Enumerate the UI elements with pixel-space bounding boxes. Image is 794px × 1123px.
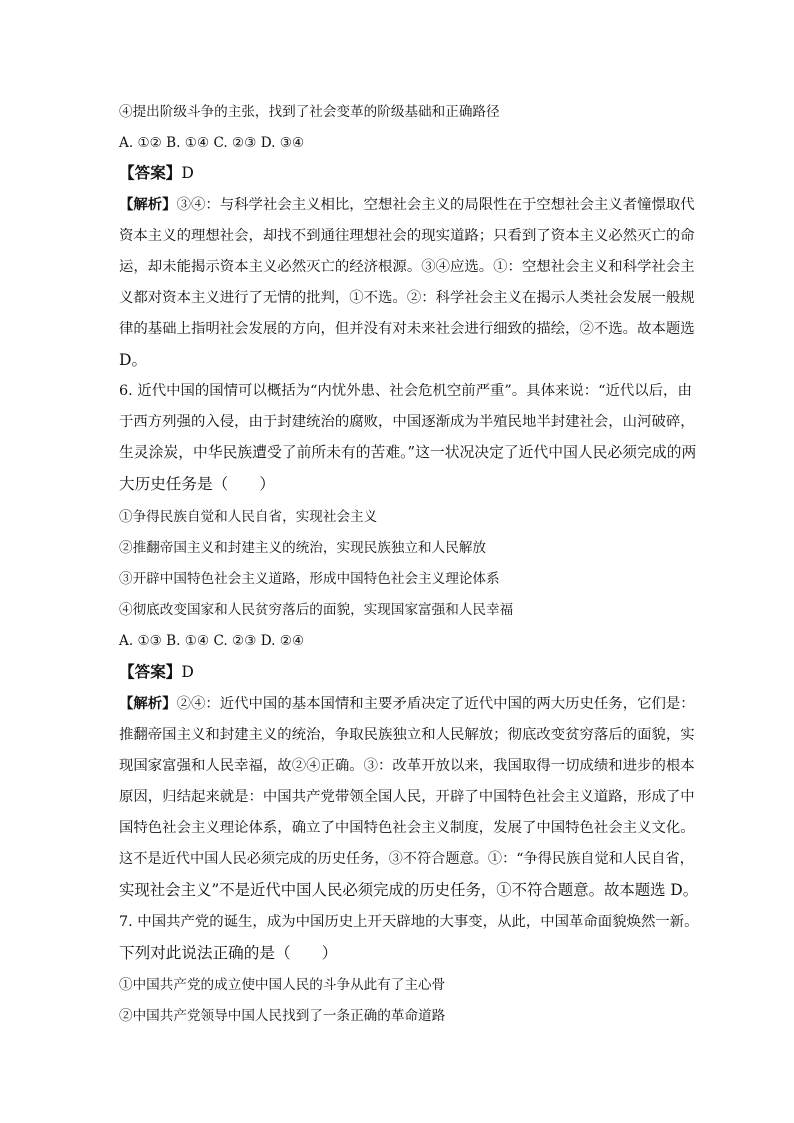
q6-stem-line-4: 大历史任务是（ ） [119,475,275,493]
q6-answer-value: D [181,663,194,681]
q6-analysis-label: 【解析】 [119,695,177,712]
q6-stem-line-1: 6. 近代中国的国情可以概括为“内忧外患、社会危机空前严重”。具体来说：“近代以后，由 [119,383,692,399]
q5-answer-label: 【答案】 [119,163,182,182]
q5-analysis-line-2: 资本主义的理想社会，却找不到通往理想社会的现实道路；只看到了资本主义必然灭亡的命 [119,228,695,244]
q7-option-1: ①中国共产党的成立使中国人民的斗争从此有了主心骨 [119,977,446,993]
q6-answer [119,662,689,682]
q6-analysis-line-1 [119,694,695,714]
q7-option-2: ②中国共产党领导中国人民找到了一条正确的革命道路 [119,1008,446,1024]
q7-stem-line-2: 下列对此说法正确的是（ ） [119,944,338,962]
q5-analysis-line-3: 运，却未能揭示资本主义必然灭亡的经济根源。③④应选。①：空想社会主义和科学社会主 [119,259,695,275]
q5-analysis-line-4: 义都对资本主义进行了无情的批判，①不选。②：科学社会主义在揭示人类社会发展一般规 [119,290,695,306]
q5-analysis-line-5: 律的基础上指明社会发展的方向，但并没有对未来社会进行细致的描绘，②不选。故本题选 [119,321,695,337]
q6-option-1: ①争得民族自觉和人民自省，实现社会主义 [119,509,378,525]
q6-analysis-line-7: 实现社会主义”不是近代中国人民必须完成的历史任务，①不符合题意。故本题选 D。 [119,881,699,899]
q6-stem-line-3: 生灵涂炭，中华民族遭受了前所未有的苦难。”这一状况决定了近代中国人民必须完成的两 [119,444,697,461]
q5-choices: A. ①② B. ①④ C. ②③ D. ③④ [119,135,305,151]
q6-option-4: ④彻底改变国家和人民贫穷落后的面貌，实现国家富强和人民幸福 [119,602,514,618]
q5-option-4: ④提出阶级斗争的主张，找到了社会变革的阶级基础和正确路径 [119,104,500,120]
q5-answer [119,163,689,183]
q6-analysis-line-4: 原因，归结起来就是：中国共产党带领全国人民，开辟了中国特色社会主义道路，形成了中 [119,789,695,805]
q6-analysis-line-3: 现国家富强和人民幸福，故②④正确。③：改革开放以来，我国取得一切成绩和进步的根本 [119,758,695,774]
q6-option-3: ③开辟中国特色社会主义道路，形成中国特色社会主义理论体系 [119,571,500,587]
q6-stem-line-2: 于西方列强的入侵，由于封建统治的腐败，中国逐渐成为半殖民地半封建社会，山河破碎， [119,414,695,430]
q6-answer-label: 【答案】 [119,662,182,681]
q5-analysis-label: 【解析】 [119,196,177,213]
q7-stem-line-1: 7. 中国共产党的诞生，成为中国历史上开天辟地的大事变，从此，中国革命面貌焕然一新。 [119,914,699,930]
q5-answer-value: D [181,164,194,182]
q6-option-2: ②推翻帝国主义和封建主义的统治，实现民族独立和人民解放 [119,540,487,556]
q6-analysis-line-5: 国特色社会主义理论体系，确立了中国特色社会主义制度，发展了中国特色社会主义文化。 [119,820,695,836]
q6-choices: A. ①③ B. ①④ C. ②③ D. ②④ [119,633,305,649]
q6-analysis-line-2: 推翻帝国主义和封建主义的统治，争取民族独立和人民解放；彻底改变贫穷落后的面貌，实 [119,727,695,743]
q5-analysis-line-1 [119,195,695,215]
q6-analysis-line-6: 这不是近代中国人民必须完成的历史任务，③不符合题意。①：“争得民族自觉和人民自省， [119,851,694,867]
q5-analysis-line-6: D。 [119,351,148,369]
q6-analysis-text-1: ②④：近代中国的基本国情和主要矛盾决定了近代中国的两大历史任务，它们是： [176,696,695,712]
q5-analysis-text-1: ③④：与科学社会主义相比，空想社会主义的局限性在于空想社会主义者憧憬取代 [176,197,695,213]
